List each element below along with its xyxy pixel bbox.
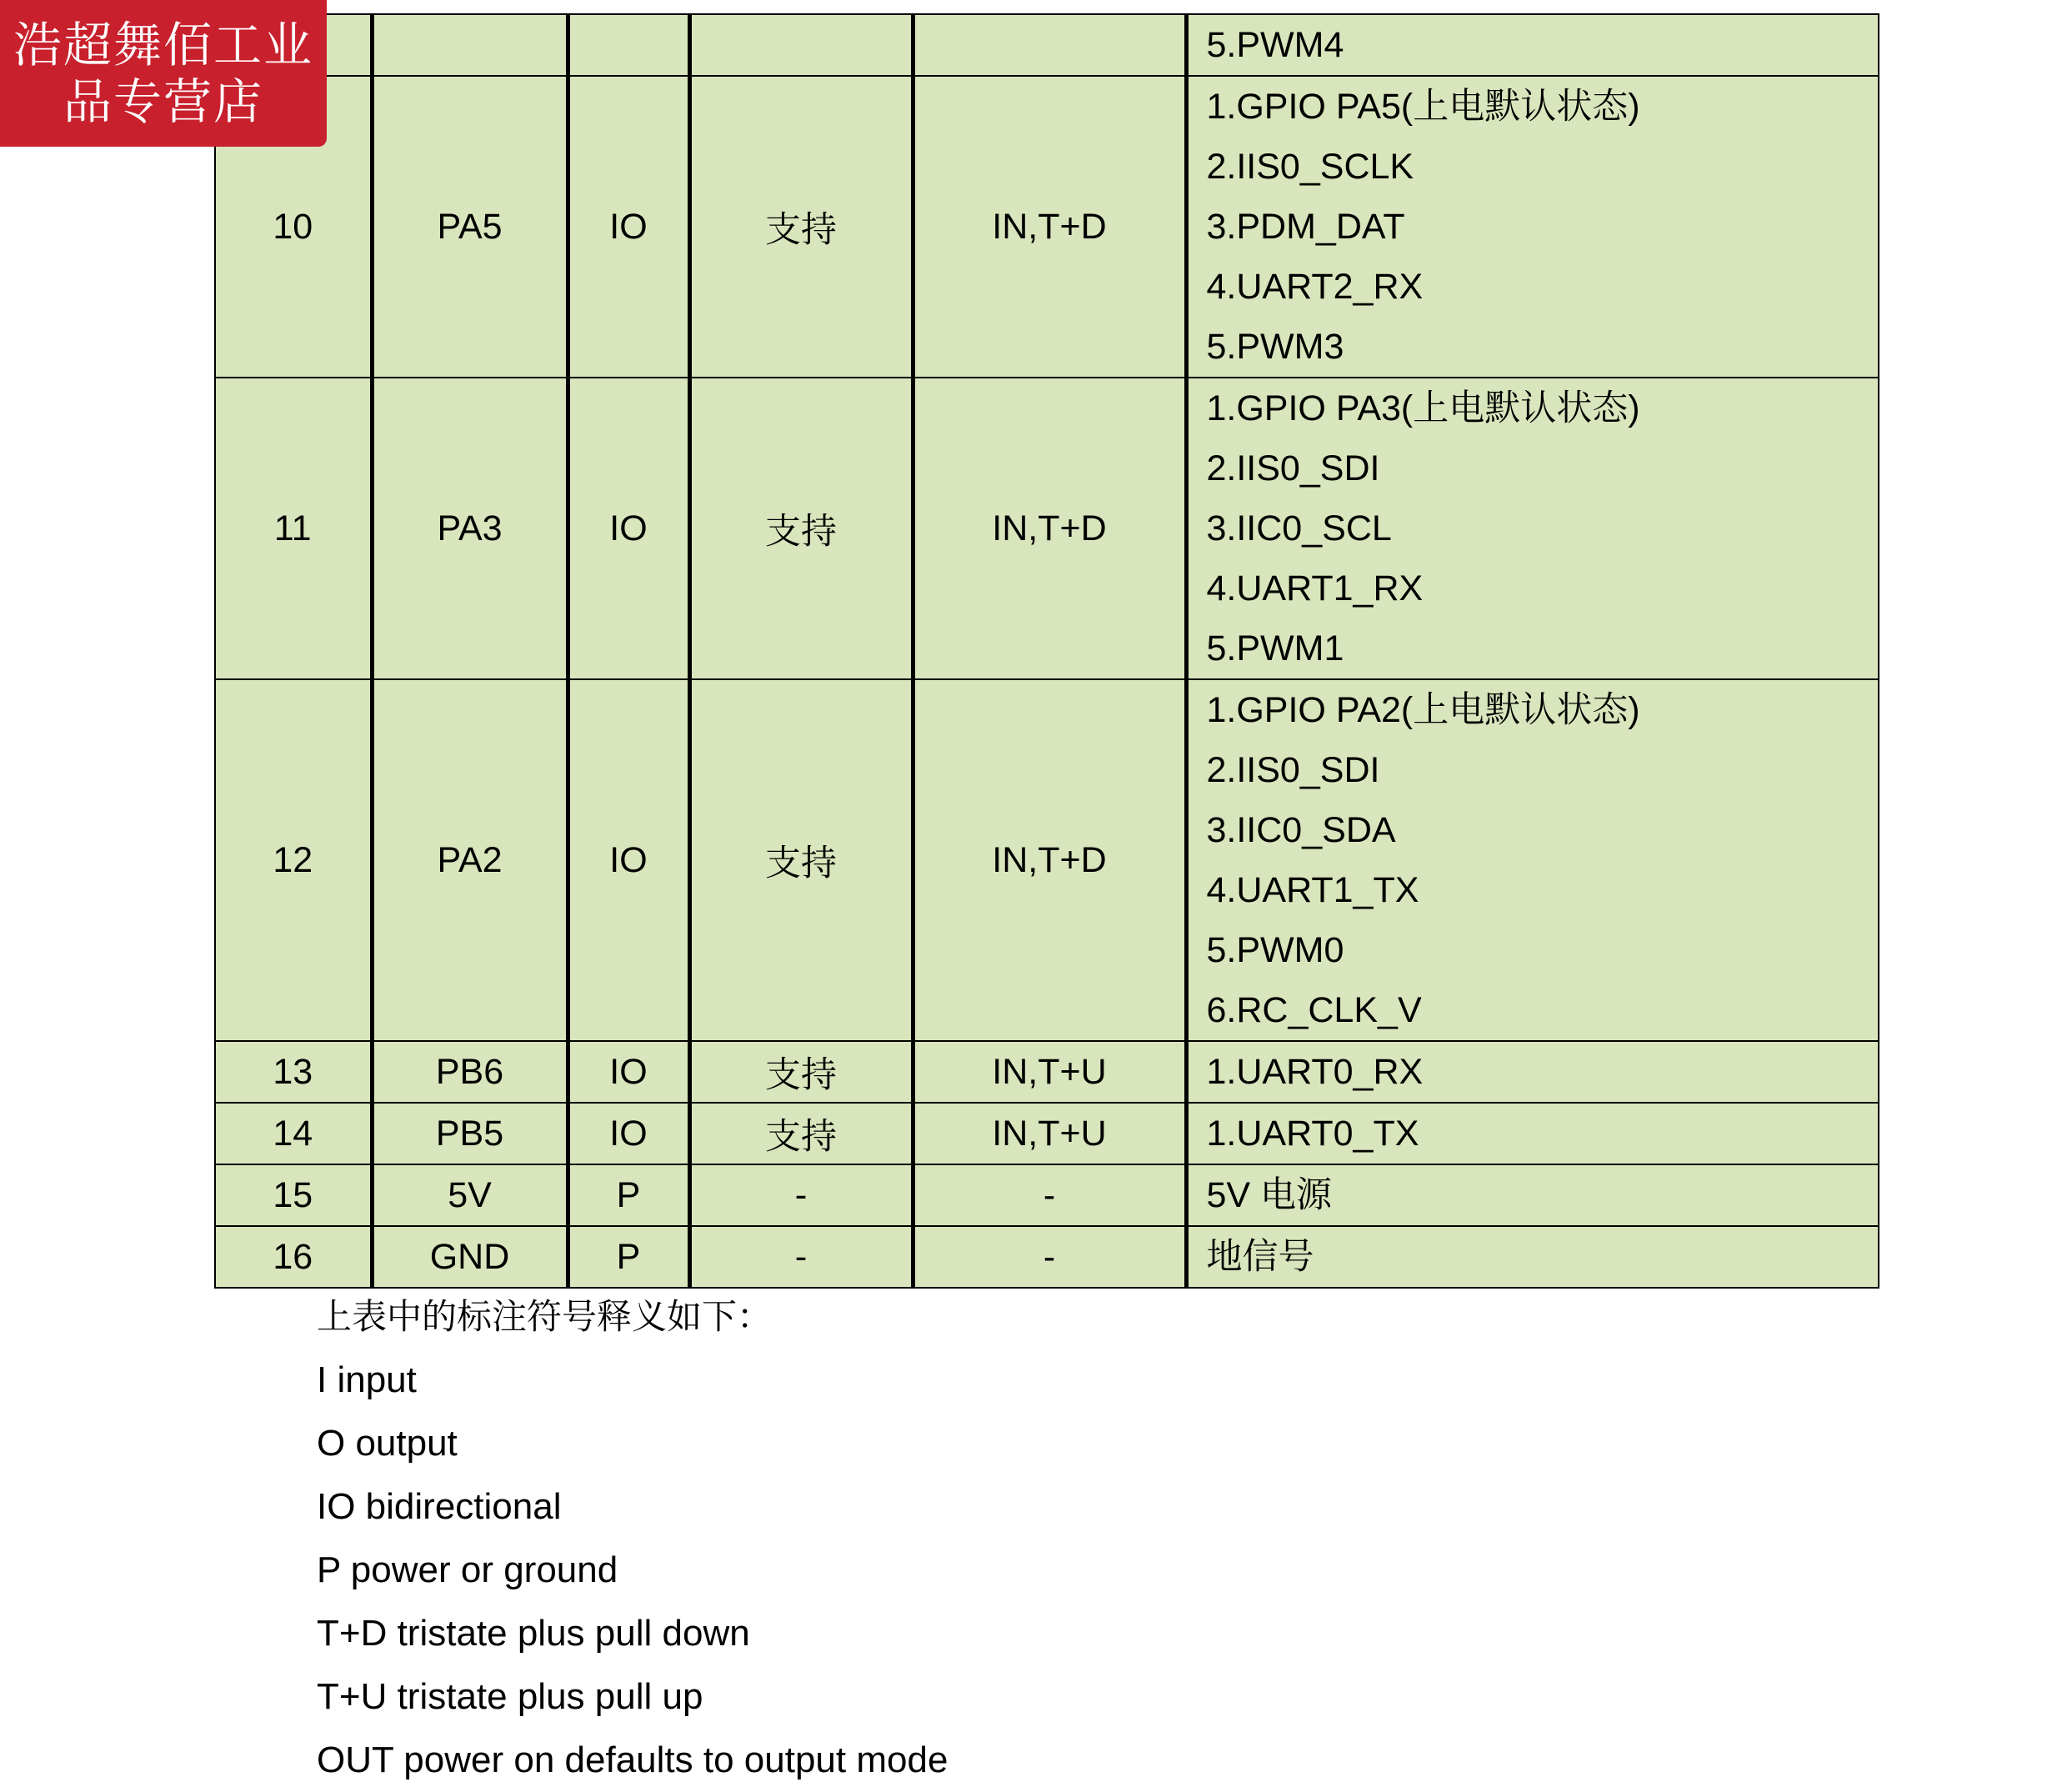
table-row bbox=[215, 1226, 1879, 1288]
legend-caption: 上表中的标注符号释义如下： bbox=[317, 1296, 773, 1337]
pin-interrupt-cell: - bbox=[689, 1164, 913, 1226]
store-name-line-1: 浩超舞佰工业 bbox=[13, 16, 313, 73]
pin-function-item: 3.IIC0_SDA bbox=[1206, 810, 1396, 850]
pin-type-cell: IO bbox=[568, 76, 689, 378]
pin-name-cell: 5V bbox=[372, 1164, 568, 1226]
legend-item: IO bidirectional bbox=[317, 1486, 562, 1527]
legend-item: T+D tristate plus pull down bbox=[317, 1613, 750, 1654]
pin-functions-cell bbox=[1186, 1226, 1879, 1288]
pin-interrupt-cell: 支持 bbox=[689, 378, 913, 679]
pin-name-cell: GND bbox=[372, 1226, 568, 1288]
pin-function-item: 1.GPIO PA3(上电默认状态) bbox=[1206, 388, 1640, 428]
legend bbox=[317, 1285, 948, 1792]
pin-default-state-cell: IN,T+U bbox=[913, 1041, 1186, 1103]
pin-type-cell: IO bbox=[568, 679, 689, 1041]
pin-interrupt-cell: 支持 bbox=[689, 76, 913, 378]
pin-number-cell: 16 bbox=[215, 1226, 372, 1288]
pin-name-cell: PB6 bbox=[372, 1041, 568, 1103]
pin-function-item: 5V 电源 bbox=[1206, 1175, 1333, 1215]
pin-functions-cell bbox=[1186, 76, 1879, 378]
legend-item: OUT power on defaults to output mode bbox=[317, 1739, 948, 1780]
pin-number-cell: 14 bbox=[215, 1103, 372, 1164]
pin-number-cell: 11 bbox=[215, 378, 372, 679]
store-name-line-2: 品专营店 bbox=[63, 73, 263, 130]
pin-type-cell: P bbox=[568, 1226, 689, 1288]
pin-default-state-cell: - bbox=[913, 1164, 1186, 1226]
table-row bbox=[215, 378, 1879, 679]
pin-function-item: 5.PWM1 bbox=[1206, 628, 1344, 668]
pin-table bbox=[214, 13, 1879, 1289]
pin-function-item: 2.IIS0_SDI bbox=[1206, 448, 1380, 488]
pin-number-cell: 12 bbox=[215, 679, 372, 1041]
legend-item: P power or ground bbox=[317, 1549, 618, 1590]
pin-number-cell: 15 bbox=[215, 1164, 372, 1226]
pin-type-cell bbox=[568, 14, 689, 76]
pin-interrupt-cell bbox=[689, 14, 913, 76]
pin-functions-cell bbox=[1186, 14, 1879, 76]
pin-name-cell: PB5 bbox=[372, 1103, 568, 1164]
table-row bbox=[215, 14, 1879, 76]
pin-function-item: 1.GPIO PA2(上电默认状态) bbox=[1206, 690, 1640, 730]
table-row bbox=[215, 679, 1879, 1041]
table-row bbox=[215, 1103, 1879, 1164]
pin-default-state-cell: - bbox=[913, 1226, 1186, 1288]
pin-functions-cell bbox=[1186, 1164, 1879, 1226]
pin-default-state-cell: IN,T+D bbox=[913, 679, 1186, 1041]
pin-function-item: 5.PWM3 bbox=[1206, 327, 1344, 367]
pin-default-state-cell: IN,T+D bbox=[913, 76, 1186, 378]
pin-number-cell: 13 bbox=[215, 1041, 372, 1103]
pin-function-item: 3.IIC0_SCL bbox=[1206, 508, 1392, 548]
pin-type-cell: IO bbox=[568, 378, 689, 679]
pin-function-item: 1.GPIO PA5(上电默认状态) bbox=[1206, 87, 1640, 127]
pin-name-cell: PA5 bbox=[372, 76, 568, 378]
pin-functions-cell bbox=[1186, 1041, 1879, 1103]
legend-item: I input bbox=[317, 1359, 417, 1400]
pin-interrupt-cell: 支持 bbox=[689, 679, 913, 1041]
pin-table-body bbox=[215, 14, 1879, 1288]
pin-function-item: 4.UART2_RX bbox=[1206, 267, 1424, 307]
legend-item: T+U tristate plus pull up bbox=[317, 1676, 703, 1717]
legend-items bbox=[317, 1349, 948, 1792]
pin-name-cell: PA3 bbox=[372, 378, 568, 679]
pin-type-cell: P bbox=[568, 1164, 689, 1226]
pin-function-item: 地信号 bbox=[1206, 1237, 1314, 1277]
table-row bbox=[215, 76, 1879, 378]
pin-type-cell: IO bbox=[568, 1041, 689, 1103]
pin-functions-cell bbox=[1186, 1103, 1879, 1164]
pin-default-state-cell: IN,T+D bbox=[913, 378, 1186, 679]
pin-name-cell bbox=[372, 14, 568, 76]
table-row bbox=[215, 1164, 1879, 1226]
pin-interrupt-cell: 支持 bbox=[689, 1103, 913, 1164]
pin-default-state-cell: IN,T+U bbox=[913, 1103, 1186, 1164]
pin-interrupt-cell: 支持 bbox=[689, 1041, 913, 1103]
pin-interrupt-cell: - bbox=[689, 1226, 913, 1288]
pin-function-item: 1.UART0_TX bbox=[1206, 1114, 1419, 1154]
table-row bbox=[215, 1041, 1879, 1103]
pin-function-item: 5.PWM4 bbox=[1206, 25, 1344, 65]
pin-function-item: 5.PWM0 bbox=[1206, 930, 1344, 970]
pin-functions-cell bbox=[1186, 378, 1879, 679]
pin-function-item: 1.UART0_RX bbox=[1206, 1052, 1424, 1092]
pin-name-cell: PA2 bbox=[372, 679, 568, 1041]
pin-function-item: 3.PDM_DAT bbox=[1206, 207, 1405, 247]
pin-number-cell: 10 bbox=[215, 76, 372, 378]
pin-function-item: 6.RC_CLK_V bbox=[1206, 990, 1422, 1030]
pin-function-item: 4.UART1_RX bbox=[1206, 568, 1424, 608]
pin-function-item: 2.IIS0_SCLK bbox=[1206, 147, 1414, 187]
legend-item: O output bbox=[317, 1423, 458, 1464]
pin-type-cell: IO bbox=[568, 1103, 689, 1164]
pin-functions-cell bbox=[1186, 679, 1879, 1041]
pin-function-item: 2.IIS0_SDI bbox=[1206, 750, 1380, 790]
store-badge bbox=[0, 0, 327, 147]
pin-function-item: 4.UART1_TX bbox=[1206, 870, 1419, 910]
pin-default-state-cell bbox=[913, 14, 1186, 76]
